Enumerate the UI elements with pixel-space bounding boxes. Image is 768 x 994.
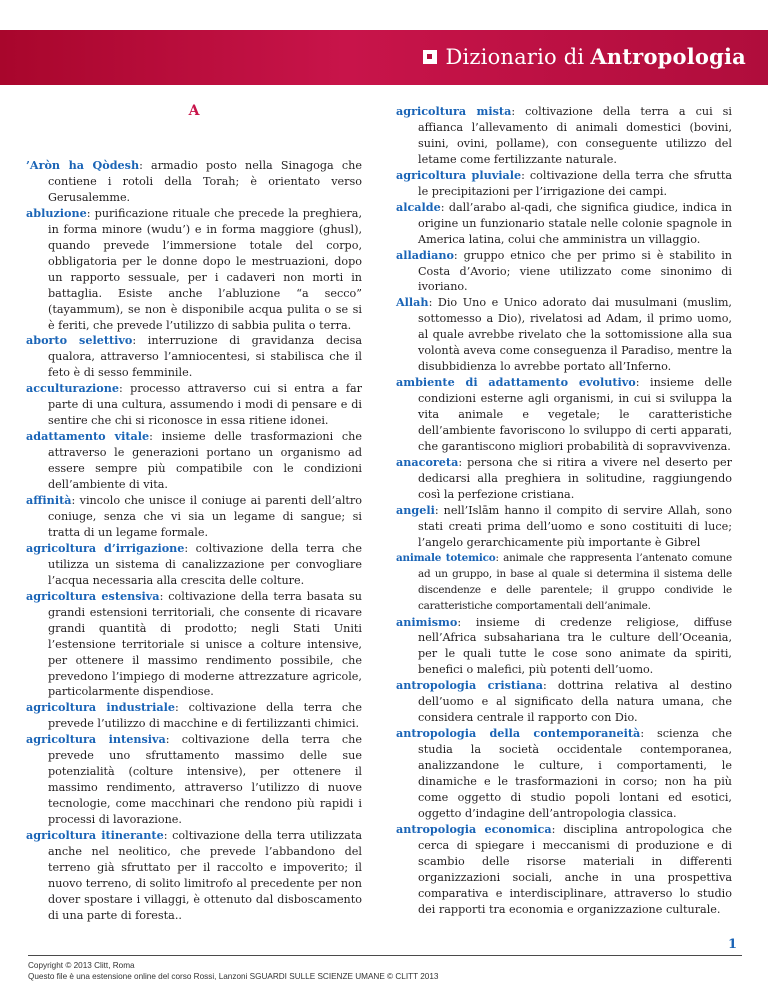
- entry-definition: : dottrina relativa al destino dell’uomo e al significato della natura umana, che considera centrale il rapporto con Dio.: [418, 679, 732, 725]
- square-bullet-icon: [423, 50, 437, 64]
- header-title-bold: Antropologia: [590, 44, 746, 69]
- section-letter: A: [188, 103, 200, 119]
- entry-term: animale totemico: [396, 551, 496, 564]
- dictionary-entry: [396, 726, 732, 822]
- dictionary-entry: [396, 200, 732, 248]
- entry-term: agricoltura pluviale: [396, 167, 522, 182]
- entry-definition: : interruzione di gravidanza decisa qualora, attraverso l’amniocentesi, si stabilisca che il feto è di sesso femminile.: [48, 334, 362, 380]
- footer-copyright: Copyright © 2013 Clitt, Roma: [28, 961, 135, 970]
- footer-note: Questo file è una estensione online del corso Rossi, Lanzoni SGUARDI SULLE SCIENZE UMANE © CLITT 2013: [28, 971, 439, 981]
- entry-term: adattamento vitale: [26, 429, 150, 444]
- entry-term: ’Aròn ha Qòdesh: [26, 158, 140, 172]
- dictionary-entry: [26, 333, 362, 381]
- entry-term: ambiente di adattamento evolutivo: [396, 375, 636, 390]
- entry-term: agricoltura mista: [396, 104, 512, 118]
- entry-term: antropologia economica: [396, 821, 552, 836]
- dictionary-entry: [26, 158, 362, 206]
- entry-definition: : dall’arabo al-qadi, che significa giudice, indica in origine un funzionario statale nelle colonie spagnole in America latina, colui che amministra un villaggio.: [418, 200, 732, 246]
- entry-definition: : insieme di credenze religiose, diffuse nell’Africa subsahariana tra le culture dell’Oceania, per le quali tutte le cose sono animate da spiriti, benefici o malefici, più potenti dell’uomo.: [418, 615, 732, 677]
- entry-definition: : processo attraverso cui si entra a far parte di una cultura, assumendo i modi di pensare e di sentire che chi si riconosce in essa ritiene idonei.: [48, 382, 362, 428]
- entry-definition: : persona che si ritira a vivere nel deserto per dedicarsi alla preghiera in solitudine, raggiungendo così la perfezione cristiana.: [418, 455, 732, 501]
- entry-definition: : scienza che studia la società occidentale contemporanea, analizzandone le culture, i comportamenti, le dinamiche e le trasformazioni in corso; non ha più come oggetto di studio popoli lontani ed esotici, oggetto d’indagine dell’antropologia classica.: [418, 727, 732, 820]
- page-number: 1: [727, 937, 737, 952]
- entry-term: alcalde: [396, 199, 441, 214]
- header-title: [423, 44, 746, 69]
- dictionary-entry: [26, 828, 362, 924]
- dictionary-entry: [26, 732, 362, 828]
- dictionary-entry: [396, 678, 732, 726]
- entry-term: anacoreta: [396, 454, 459, 469]
- entry-definition: : purificazione rituale che precede la preghiera, in forma minore (wudu’) e in forma maggiore (ghusl), quando prevede l’immersione totale del corpo, obbligatoria per le donne dopo le mestruazioni, dopo un rapporto sessuale, per i cadaveri non morti in battaglia. Esiste anche l’abluzione “a secco” (tayammum), se non è disponibile acqua pulita o se si è feriti, che prevede l’utilizzo di sabbia pulita o terra.: [48, 206, 362, 332]
- header-title-light: Dizionario di: [445, 44, 585, 69]
- entry-term: agricoltura estensiva: [26, 588, 160, 603]
- dictionary-entry: [26, 541, 362, 589]
- dictionary-entry: [396, 615, 732, 679]
- dictionary-entry: [396, 455, 732, 503]
- dictionary-entry: [396, 822, 732, 918]
- entry-definition: : insieme delle condizioni esterne agli organismi, in cui si sviluppa la vita animale e vegetale; le caratteristiche dell’ambiente favoriscono lo sviluppo di certi apparati, che garantiscono migliori probabilità di sopravvivenza.: [418, 376, 732, 454]
- entry-term: acculturazione: [26, 381, 120, 396]
- entry-definition: : nell’Islām hanno il compito di servire Allah, sono stati creati prima dell’uomo e sono costituiti di luce; l’angelo gerarchicamente più importante è Gibrel: [418, 503, 732, 549]
- dictionary-entry: [26, 700, 362, 732]
- dictionary-entry: [396, 295, 732, 375]
- entry-term: agricoltura d’irrigazione: [26, 540, 185, 555]
- entry-term: antropologia cristiana: [396, 678, 543, 693]
- entry-definition: : insieme delle trasformazioni che attraverso le generazioni portano un organismo ad essere sempre più compatibile con le condizioni dell’ambiente di vita.: [48, 430, 362, 492]
- entry-definition: : coltivazione della terra che prevede l’utilizzo di macchine e di fertilizzanti chimici.: [48, 701, 362, 731]
- dictionary-entry: [396, 168, 732, 200]
- entry-definition: : disciplina antropologica che cerca di spiegare i meccanismi di produzione e di scambio delle risorse materiali in differenti organizzazioni sociali, anche in una prospettiva comparativa e interdisciplinare, attraverso lo studio dei rapporti tra economia e organizzazione culturale.: [418, 822, 732, 916]
- entry-definition: : coltivazione della terra basata su grandi estensioni territoriali, che consente di ricavare grandi quantità di prodotto; negli Stati Uniti l’estensione territoriale si unisce a colture intensive, per ottenere il massimo rendimento possibile, che prevedono l’impiego di moderne attrezzature agricole, particolarmente dispendiose.: [48, 589, 362, 699]
- footer: [28, 961, 438, 982]
- entry-definition: : coltivazione della terra utilizzata anche nel neolitico, che prevede l’abbandono del terreno già sfruttato per il raccolto e impoverito; il nuovo terreno, di solito limitrofo al precedente per non dover spostare i villaggi, è ottenuto dal disboscamento di una parte di foresta..: [48, 829, 362, 922]
- dictionary-entry: [26, 381, 362, 429]
- dictionary-entry: [396, 375, 732, 455]
- entry-term: angeli: [396, 502, 435, 517]
- entry-term: antropologia della contemporaneità: [396, 726, 641, 741]
- header-banner: [0, 30, 768, 85]
- entry-definition: : coltivazione della terra che utilizza un sistema di canalizzazione per convogliare l’acqua necessaria alla crescita delle colture.: [48, 541, 362, 587]
- entry-definition: : coltivazione della terra che sfrutta le precipitazioni per l’irrigazione dei campi.: [418, 168, 732, 198]
- dictionary-entry: [26, 493, 362, 541]
- entry-term: animismo: [396, 614, 458, 629]
- entry-definition: : vincolo che unisce il coniuge ai parenti dell’altro coniuge, senza che vi sia un legame di sangue; si tratta di un legame formale.: [48, 494, 362, 539]
- entry-term: agricoltura itinerante: [26, 828, 164, 843]
- dictionary-entry: [26, 589, 362, 701]
- entry-term: agricoltura industriale: [26, 700, 175, 715]
- dictionary-entry: [26, 206, 362, 334]
- dictionary-entry: [396, 104, 732, 168]
- entry-definition: : animale che rappresenta l’antenato comune ad un gruppo, in base al quale si determina il sistema delle discendenze e delle parentele; il gruppo condivide le caratteristiche comportamentali dell’animale.: [418, 551, 732, 612]
- footer-divider: [28, 955, 742, 956]
- left-entries-list: [26, 158, 362, 924]
- dictionary-entry: [396, 248, 732, 296]
- entry-term: agricoltura intensiva: [26, 732, 166, 747]
- entry-definition: : coltivazione della terra a cui si affianca l’allevamento di animali domestici (bovini, suini, ovini, pollame), con conseguente utilizzo del letame come fertilizzante naturale.: [418, 105, 732, 166]
- right-column: [396, 104, 732, 918]
- dictionary-entry: [26, 429, 362, 493]
- entry-definition: : Dio Uno e Unico adorato dai musulmani (muslim, sottomesso a Dio), rivelatosi ad Adam, il primo uomo, al quale avrebbe rivelato che la sottomissione alla sua volontà aveva come conseguenza il Paradiso, mentre la disubbidienza lo avrebbe portato all’Inferno.: [418, 296, 732, 374]
- entry-definition: : armadio posto nella Sinagoga che contiene i rotoli della Torah; è orientato verso Gerusalemme.: [48, 159, 362, 204]
- entry-definition: : gruppo etnico che per primo si è stabilito in Costa d’Avorio; viene utilizzato come sinonimo di ivoriano.: [418, 248, 732, 294]
- entry-term: alladiano: [396, 247, 454, 262]
- right-entries-list: [396, 104, 732, 918]
- entry-term: affinità: [26, 493, 72, 508]
- left-column: [26, 104, 362, 924]
- entry-term: Allah: [396, 295, 429, 310]
- dictionary-entry: [396, 551, 732, 615]
- dictionary-entry: [396, 503, 732, 551]
- entry-term: aborto selettivo: [26, 333, 133, 348]
- entry-definition: : coltivazione della terra che prevede uno sfruttamento massimo delle sue potenzialità (colture intensive), per ottenere il massimo rendimento, attraverso l’utilizzo di nuove tecnologie, come macchinari che rendono più rapidi i processi di lavorazione.: [48, 733, 362, 827]
- entry-term: abluzione: [26, 205, 87, 220]
